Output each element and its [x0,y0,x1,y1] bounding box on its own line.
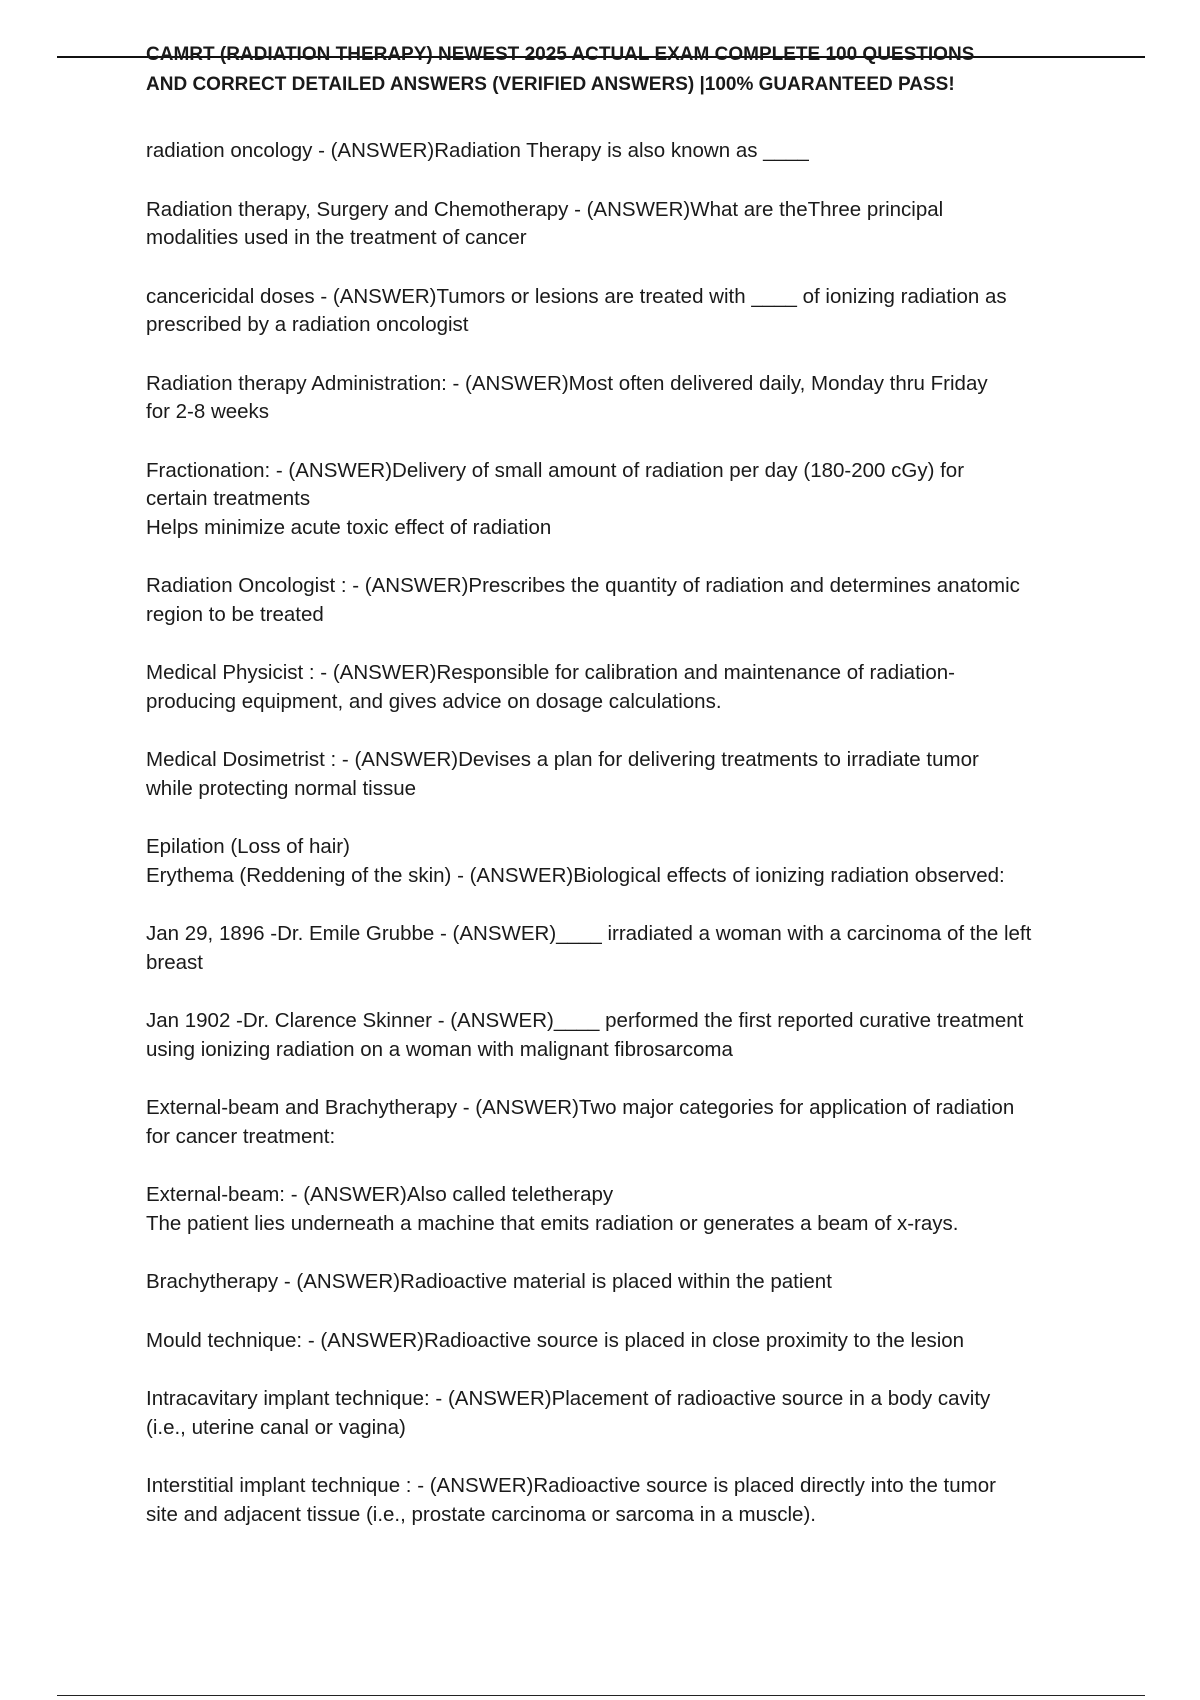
qa-entry-line: modalities used in the treatment of cancer [146,226,527,249]
qa-entry-line: Mould technique: - (ANSWER)Radioactive source is placed in close proximity to the lesion [146,1328,965,1352]
qa-entry-line: (i.e., uterine canal or vagina) [146,1415,406,1439]
qa-entry-line: Interstitial implant technique : - (ANSWER)Radioactive source is placed directly into the tumor [146,1474,996,1497]
qa-entry [146,283,1106,340]
qa-entry-line: breast [146,950,203,974]
qa-entry [146,659,1106,716]
qa-entry [146,1327,1106,1356]
qa-entry [146,1472,1106,1529]
qa-entry-line: using ionizing radiation on a woman with malignant fibrosarcoma [146,1037,733,1061]
qa-entry-line: Epilation (Loss of hair) [146,835,350,858]
qa-entry [146,746,1106,803]
qa-entry [146,196,1106,253]
qa-entry-line: Jan 29, 1896 -Dr. Emile Grubbe - (ANSWER)____ irradiated a woman with a carcinoma of the left [146,922,1032,945]
qa-entry [146,457,1106,543]
header-line-1: CAMRT (RADIATION THERAPY) NEWEST 2025 ACTUAL EXAM COMPLETE 100 QUESTIONS [146,44,975,65]
qa-entry-line: radiation oncology - (ANSWER)Radiation Therapy is also known as ____ [146,139,809,162]
qa-entry-line: region to be treated [146,602,324,626]
qa-entry-line: Fractionation: - (ANSWER)Delivery of small amount of radiation per day (180-200 cGy) for [146,458,965,482]
footer-rule [57,1695,1145,1696]
qa-entry [146,572,1106,629]
qa-entry-line: Helps minimize acute toxic effect of radiation [146,515,552,539]
qa-entry-line: Radiation therapy, Surgery and Chemotherapy - (ANSWER)What are theThree principal [146,197,944,221]
qa-entry-line: certain treatments [146,487,311,510]
qa-entry-line: for 2-8 weeks [146,400,270,423]
qa-entry [146,833,1106,890]
qa-entry-line: Erythema (Reddening of the skin) - (ANSWER)Biological effects of ionizing radiation observed: [146,863,1005,887]
document-header [146,40,1086,100]
qa-entry-line: prescribed by a radiation oncologist [146,313,469,336]
qa-entry-line: for cancer treatment: [146,1124,336,1148]
qa-entry-line: site and adjacent tissue (i.e., prostate carcinoma or sarcoma in a muscle). [146,1502,816,1526]
qa-entry-line: Intracavitary implant technique: - (ANSWER)Placement of radioactive source in a body cavity [146,1387,991,1410]
qa-entries [146,137,1106,1559]
qa-entry-line: Medical Dosimetrist : - (ANSWER)Devises a plan for delivering treatments to irradiate tumor [146,748,979,771]
qa-entry [146,1181,1106,1238]
qa-entry-line: Brachytherapy - (ANSWER)Radioactive material is placed within the patient [146,1270,832,1293]
qa-entry-line: Jan 1902 -Dr. Clarence Skinner - (ANSWER)____ performed the first reported curative treatment [146,1009,1024,1032]
qa-entry [146,1268,1106,1297]
qa-entry-line: External-beam and Brachytherapy - (ANSWER)Two major categories for application of radiation [146,1096,1015,1119]
qa-entry-line: Radiation therapy Administration: - (ANSWER)Most often delivered daily, Monday thru Friday [146,371,988,395]
qa-entry-line: while protecting normal tissue [146,776,417,800]
qa-entry [146,1385,1106,1442]
qa-entry-line: Radiation Oncologist : - (ANSWER)Prescribes the quantity of radiation and determines anatomic [146,574,1020,597]
qa-entry-line: Medical Physicist : - (ANSWER)Responsible for calibration and maintenance of radiation- [146,661,955,684]
qa-entry-line: producing equipment, and gives advice on dosage calculations. [146,689,722,713]
qa-entry-line: cancericidal doses - (ANSWER)Tumors or lesions are treated with ____ of ionizing radiation as [146,284,1007,308]
qa-entry-line: The patient lies underneath a machine that emits radiation or generates a beam of x-rays. [146,1211,959,1235]
qa-entry [146,370,1106,427]
header-line-2: AND CORRECT DETAILED ANSWERS (VERIFIED ANSWERS) |100% GUARANTEED PASS! [146,74,955,95]
qa-entry [146,137,1106,166]
qa-entry-line: External-beam: - (ANSWER)Also called teletherapy [146,1183,614,1206]
qa-entry [146,1094,1106,1151]
qa-entry [146,1007,1106,1064]
qa-entry [146,920,1106,977]
